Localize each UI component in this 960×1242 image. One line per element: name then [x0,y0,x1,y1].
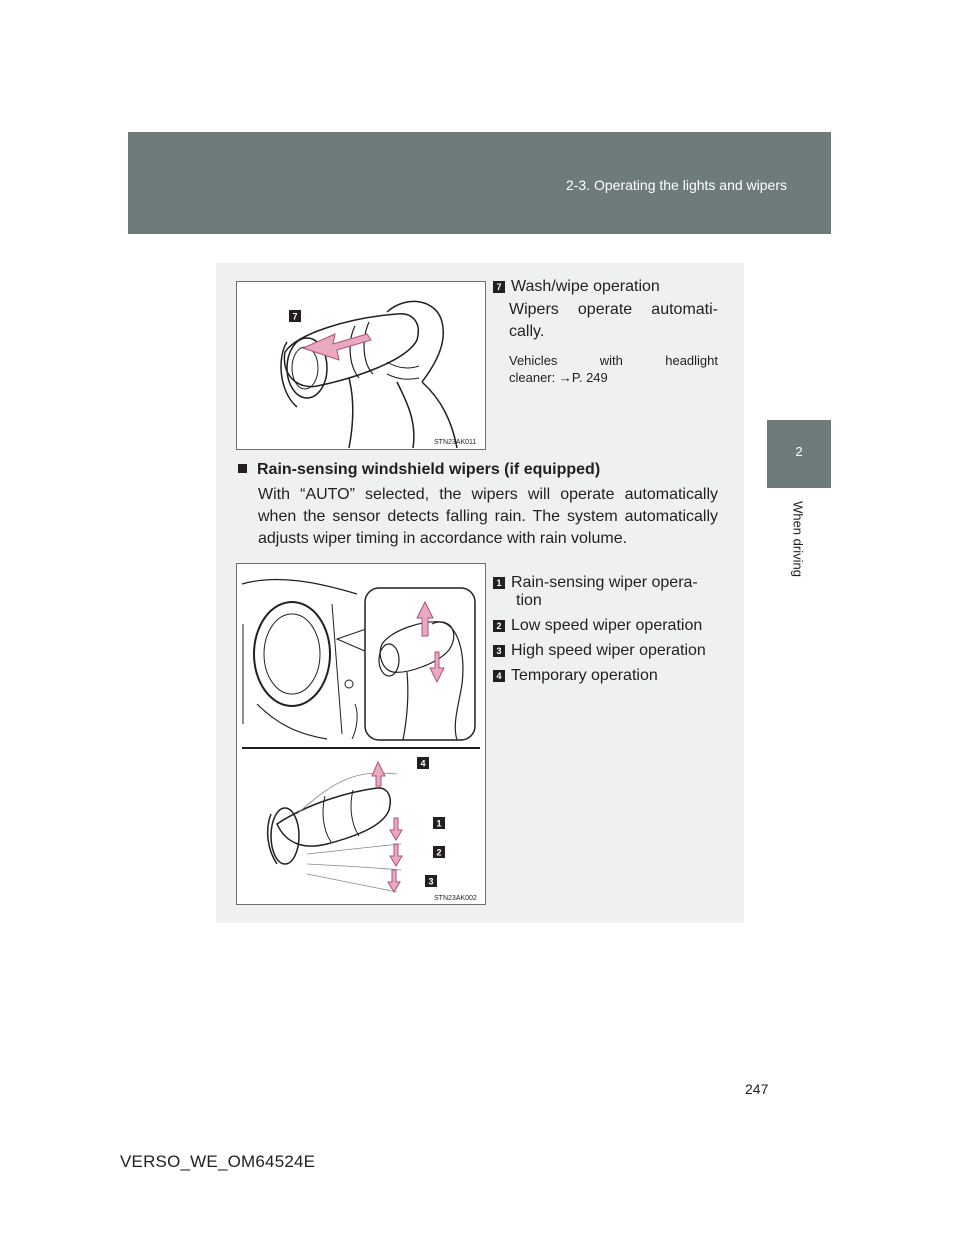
item-badge-1: 1 [493,577,505,589]
chapter-label-wrapper [786,494,810,584]
wash-wipe-figure [236,281,486,450]
rain-item-3-text: High speed wiper operation [511,642,706,659]
rain-sensing-heading [238,461,600,479]
wash-wipe-title: Wash/wipe operation [511,278,660,295]
item-badge-7: 7 [493,281,505,293]
chapter-tab[interactable] [767,420,831,488]
callout-3-label: 3 [428,876,434,887]
section-title: 2-3. Operating the lights and wipers [565,177,787,193]
paragraph-line1: With “AUTO” selected, the wipers will operate automatically [258,486,718,503]
wash-wipe-desc-line2: cally. [509,323,545,340]
rain-item-3 [493,640,706,661]
paragraph-line2: when the sensor detects falling rain. The system automatically [258,508,718,525]
rain-sensing-illustration [237,564,485,904]
rain-item-1-line1: Rain-sensing wiper opera- [511,574,698,591]
note-line1: Vehicles with headlight [509,353,718,368]
item-badge-2: 2 [493,620,505,632]
callout-4-label: 4 [420,758,426,769]
figure1-code: STN23AK011 [434,439,477,446]
rain-item-4 [493,665,658,686]
headlight-cleaner-note [509,352,718,386]
wash-wipe-illustration [237,282,485,449]
note-line2[interactable]: cleaner: →P. 249 [509,370,608,385]
callout-2-label: 2 [436,847,442,858]
item-badge-4: 4 [493,670,505,682]
wash-wipe-desc-line1: Wipers operate automati- [509,301,718,318]
header-band [128,132,831,234]
heading-bullet-icon [238,464,247,473]
rain-item-1-line2-row [516,590,542,611]
figure2-code: STN23AK002 [434,895,477,902]
chapter-label: When driving [790,501,806,577]
rain-item-2-text: Low speed wiper operation [511,617,703,634]
callout-1-label: 1 [436,818,442,829]
paragraph-line3: adjusts wiper timing in accordance with rain volume. [258,530,628,547]
rain-sensing-paragraph [258,484,718,550]
rain-sensing-figure [236,563,486,905]
callout-7-label: 7 [292,311,298,322]
wash-wipe-item-title-row [493,276,660,297]
rain-item-2 [493,615,702,636]
rain-item-4-text: Temporary operation [511,667,658,684]
item-badge-3: 3 [493,645,505,657]
rain-sensing-heading-text: Rain-sensing windshield wipers (if equipped) [257,461,601,478]
rain-item-1-line2: tion [516,592,542,609]
document-code: VERSO_WE_OM64524E [120,1152,316,1171]
page-number: 247 [745,1081,769,1097]
chapter-number: 2 [795,444,803,459]
